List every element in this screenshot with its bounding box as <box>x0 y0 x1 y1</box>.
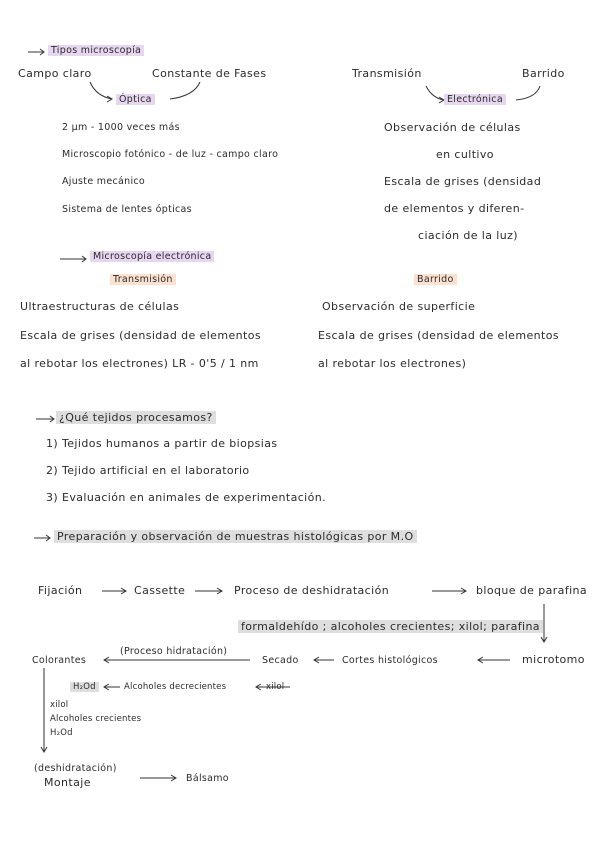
flow-montaje: Montaje <box>44 776 91 789</box>
flow-alcoholes-decrecientes: Alcoholes decrecientes <box>124 682 227 692</box>
flow-proceso-hidratacion: (Proceso hidratación) <box>120 646 228 657</box>
flow-deshidratacion: (deshidratación) <box>34 763 117 774</box>
electronica-label: Electrónica <box>444 93 506 107</box>
flow-microtomo: microtomo <box>522 653 585 666</box>
optica-constante-fases: Constante de Fases <box>152 67 267 80</box>
flow-reactivos: formaldehído ; alcoholes crecientes; xilol; parafina <box>238 620 543 634</box>
transmision-label: Transmisión <box>110 273 176 287</box>
tejido-item-1: 1) Tejidos humanos a partir de biopsias <box>46 437 278 450</box>
barrido-line-2: Escala de grises (densidad de elementos <box>318 329 559 342</box>
optica-campo-claro: Campo claro <box>18 67 92 80</box>
flow-secado: Secado <box>262 655 299 666</box>
electronica-note-3: Escala de grises (densidad <box>384 175 542 188</box>
flow-h2od: H₂Od <box>50 728 73 738</box>
electronica-note-1: Observación de células <box>384 121 521 134</box>
transmision-line-3: al rebotar los electrones) LR - 0'5 / 1 nm <box>20 357 259 370</box>
barrido-line-1: Observación de superficie <box>322 300 476 313</box>
flow-xilol: xilol <box>50 700 69 710</box>
section-title-tejidos: ¿Qué tejidos procesamos? <box>56 411 216 425</box>
flow-proceso-deshidratacion: Proceso de deshidratación <box>234 584 390 597</box>
optica-label: Óptica <box>116 93 155 107</box>
electronica-note-5: ciación de la luz) <box>418 229 518 242</box>
electronica-transmision: Transmisión <box>352 67 422 80</box>
flow-bloque-parafina: bloque de parafina <box>476 584 588 597</box>
section-title-preparacion: Preparación y observación de muestras histológicas por M.O <box>54 530 417 544</box>
section-title-microscopia-electronica: Microscopía electrónica <box>90 250 214 264</box>
barrido-line-3: al rebotar los electrones) <box>318 357 467 370</box>
optica-note-4: Sistema de lentes ópticas <box>62 204 192 215</box>
flow-alcoholes-crecientes: Alcoholes crecientes <box>50 714 142 724</box>
transmision-line-2: Escala de grises (densidad de elementos <box>20 329 261 342</box>
section-title-tipos-microscopia: Tipos microscopía <box>48 44 144 58</box>
electronica-note-2: en cultivo <box>436 148 494 161</box>
flow-cassette: Cassette <box>134 584 186 597</box>
flow-xilol-top: xilol <box>266 682 285 692</box>
flow-balsamo: Bálsamo <box>186 773 229 784</box>
electronica-barrido: Barrido <box>522 67 565 80</box>
barrido-label: Barrido <box>414 273 457 287</box>
flow-cortes-histologicos: Cortes histológicos <box>342 655 438 666</box>
electronica-note-4: de elementos y diferen- <box>384 202 525 215</box>
optica-note-1: 2 µm - 1000 veces más <box>62 122 180 133</box>
optica-note-3: Ajuste mecánico <box>62 176 146 187</box>
flow-h2od-top: H₂Od <box>70 682 99 693</box>
flow-colorantes: Colorantes <box>32 655 87 666</box>
flow-fijacion: Fijación <box>38 584 83 597</box>
optica-note-2: Microscopio fotónico - de luz - campo claro <box>62 149 279 160</box>
tejido-item-2: 2) Tejido artificial en el laboratorio <box>46 464 250 477</box>
transmision-line-1: Ultraestructuras de células <box>20 300 180 313</box>
tejido-item-3: 3) Evaluación en animales de experimentación. <box>46 491 327 504</box>
